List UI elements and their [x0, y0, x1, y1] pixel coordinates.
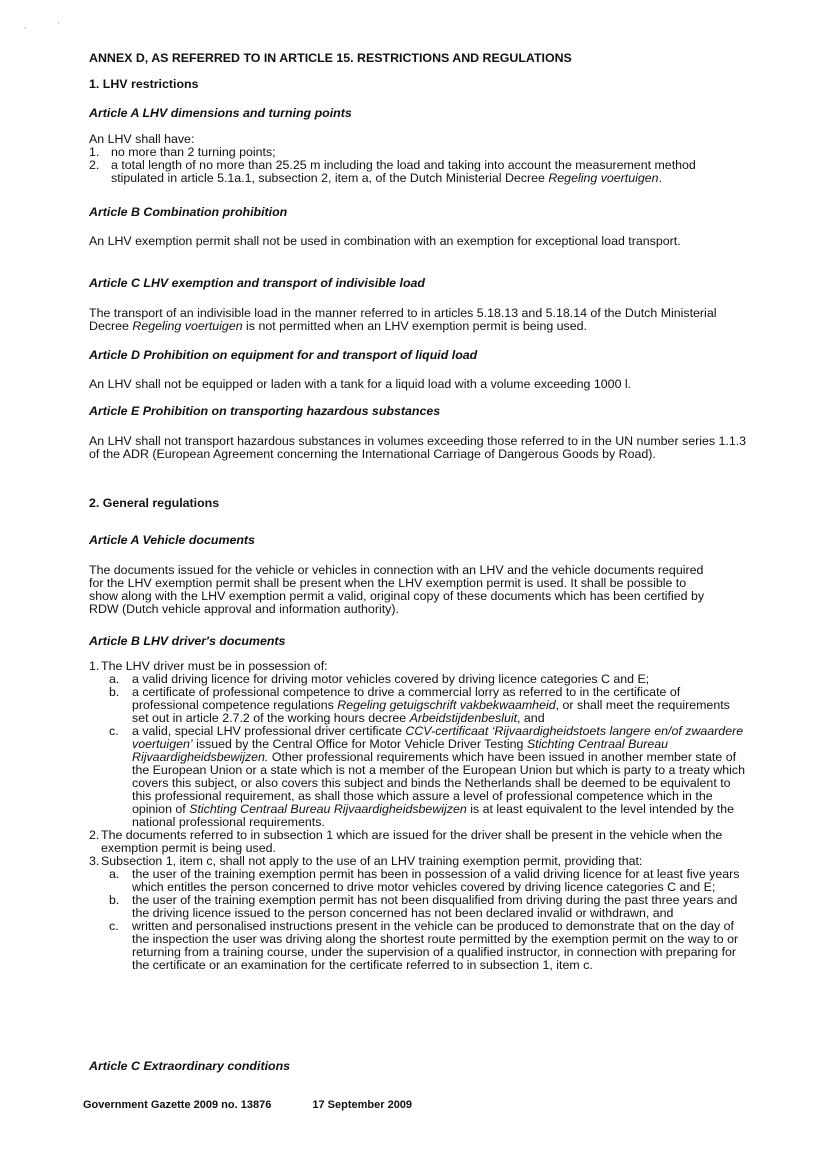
article-body: An LHV shall not transport hazardous substances in volumes exceeding those referred to in the UN number series 1.1.3 of the ADR (European Agreement concerning the International Carriage of Dangerous Goods by Road).: [89, 434, 747, 461]
list-item: [89, 686, 749, 725]
article-body: [89, 307, 749, 333]
item-text: a valid, special LHV professional driver certificate: [132, 724, 406, 738]
article-body: [89, 660, 749, 972]
item-text: no more than 2 turning points;: [111, 145, 276, 159]
article-heading: Article E Prohibition on transporting hazardous substances: [89, 404, 441, 418]
list-item: [89, 725, 749, 829]
item-letter: b.: [109, 685, 120, 699]
article-body: An LHV exemption permit shall not be used in combination with an exemption for exceptional load transport.: [89, 234, 681, 248]
annex-title: ANNEX D, AS REFERRED TO IN ARTICLE 15. RESTRICTIONS AND REGULATIONS: [89, 51, 572, 65]
article-heading: Article C LHV exemption and transport of indivisible load: [89, 276, 425, 290]
item-number: 3.: [89, 854, 100, 868]
article-body: The documents issued for the vehicle or vehicles in connection with an LHV and the vehicle documents required for the LHV exemption permit shall be present when the LHV exemption permit is used. It shall be possible to show along with the LHV exemption permit a valid, original copy of these documents which has been certified by RDW (Dutch vehicle approval and information authority).: [89, 563, 705, 616]
item-letter: b.: [109, 893, 120, 907]
item-text: the user of the training exemption permit has not been disqualified from driving during the past three years and the driving licence issued to the person concerned has not been declared invalid or withdrawn, and: [132, 893, 738, 920]
page-footer: [83, 1099, 412, 1111]
item-tail: .: [658, 171, 663, 185]
item-letter: a.: [109, 672, 120, 686]
list-item: [89, 920, 749, 972]
regulation-name: Regeling getuigschrift vakbekwaamheid: [337, 698, 556, 712]
section-heading: 2. General regulations: [89, 496, 220, 510]
article-heading: Article B Combination prohibition: [89, 205, 288, 219]
article-heading: Article A LHV dimensions and turning points: [89, 106, 352, 120]
item-text: a total length of no more than 25.25 m including the load and taking into account the measurement method stipulated in article 5.1a.1, subsection 2, item a, of the Dutch Ministerial Decree: [111, 158, 696, 185]
article-heading: Article A Vehicle documents: [89, 533, 255, 547]
organisation-name: Stichting Centraal Bureau Rijvaardigheidsbewijzen: [189, 802, 467, 816]
section-heading: 1. LHV restrictions: [89, 77, 199, 91]
decree-name: Regeling voertuigen: [132, 319, 243, 333]
item-text: is at least equivalent to the level intended by the national professional requirements.: [132, 802, 735, 829]
list-item: [89, 159, 749, 185]
item-number: 2.: [89, 828, 100, 842]
item-text: Subsection 1, item c, shall not apply to the use of an LHV training exemption permit, providing that:: [101, 854, 643, 868]
article-heading: Article B LHV driver's documents: [89, 634, 286, 648]
list-item: [89, 894, 749, 920]
certificate-name: CCV-certificaat ‘Rijvaardigheidstoets langere en/of zwaardere voertuigen’: [132, 724, 744, 751]
list-item: [89, 868, 749, 894]
item-text: written and personalised instructions present in the vehicle can be produced to demonstrate that on the day of the inspection the user was driving along the shortest route permitted by the exemption permit on the way to or returning from a training course, under the supervision of a qualified instructor, in connection with preparing for the certificate or an examination for the certificate referred to in subsection 1, item c.: [132, 919, 739, 972]
scan-mark: -: [24, 23, 27, 32]
publication-date: 17 September 2009: [312, 1099, 413, 1111]
body-text: The transport of an indivisible load in the manner referred to in articles 5.18.13 and 5.18.14 of the Dutch Ministerial Decree: [89, 306, 717, 333]
item-text: a certificate of professional competence to drive a commercial lorry as referred to in the certificate of professional competence regulations: [132, 685, 681, 712]
decree-name: Arbeidstijdenbesluit: [409, 711, 518, 725]
item-text: The documents referred to in subsection 1 which are issued for the driver shall be present in the vehicle when the exemption permit is being used.: [101, 828, 723, 855]
article-heading: Article C Extraordinary conditions: [89, 1059, 291, 1073]
intro-text: An LHV shall have:: [89, 132, 195, 146]
body-text: is not permitted when an LHV exemption permit is being used.: [242, 319, 587, 333]
item-number: 1.: [89, 145, 100, 159]
item-number: 2.: [89, 158, 100, 172]
decree-name: Regeling voertuigen: [548, 171, 659, 185]
list-item: [89, 829, 749, 855]
item-letter: a.: [109, 867, 120, 881]
article-body: [89, 133, 749, 185]
item-text: the user of the training exemption permit has been in possession of a valid driving licence for at least five years which entitles the person concerned to drive motor vehicles covered by driving licence categories C and E;: [132, 867, 740, 894]
item-text: Other professional requirements which have been issued in another member state of the European Union or a state which is not a member of the European Union but which is party to a treaty which covers this subject, or also covers this subject and binds the Netherlands shall be deemed to be equivalent to this professional requirement, as shall those which assure a level of professional competence which in the opinion of: [132, 750, 745, 816]
item-text: The LHV driver must be in possession of:: [101, 659, 328, 673]
article-body: An LHV shall not be equipped or laden with a tank for a liquid load with a volume exceeding 1000 l.: [89, 377, 632, 391]
item-text: a valid driving licence for driving motor vehicles covered by driving licence categories C and E;: [132, 672, 650, 686]
item-text: , and: [517, 711, 545, 725]
article-heading: Article D Prohibition on equipment for and transport of liquid load: [89, 348, 478, 362]
publication-reference: Government Gazette 2009 no. 13876: [83, 1099, 272, 1111]
item-letter: c.: [109, 919, 119, 933]
item-letter: c.: [109, 724, 119, 738]
item-text: , or shall meet the requirements set out in article 2.7.2 of the working hours decree: [132, 698, 730, 725]
scan-mark: ': [58, 21, 60, 30]
organisation-name: Stichting Centraal Bureau Rijvaardigheidsbewijzen.: [132, 737, 669, 764]
item-number: 1.: [89, 659, 100, 673]
item-text: issued by the Central Office for Motor Vehicle Driver Testing: [192, 737, 527, 751]
